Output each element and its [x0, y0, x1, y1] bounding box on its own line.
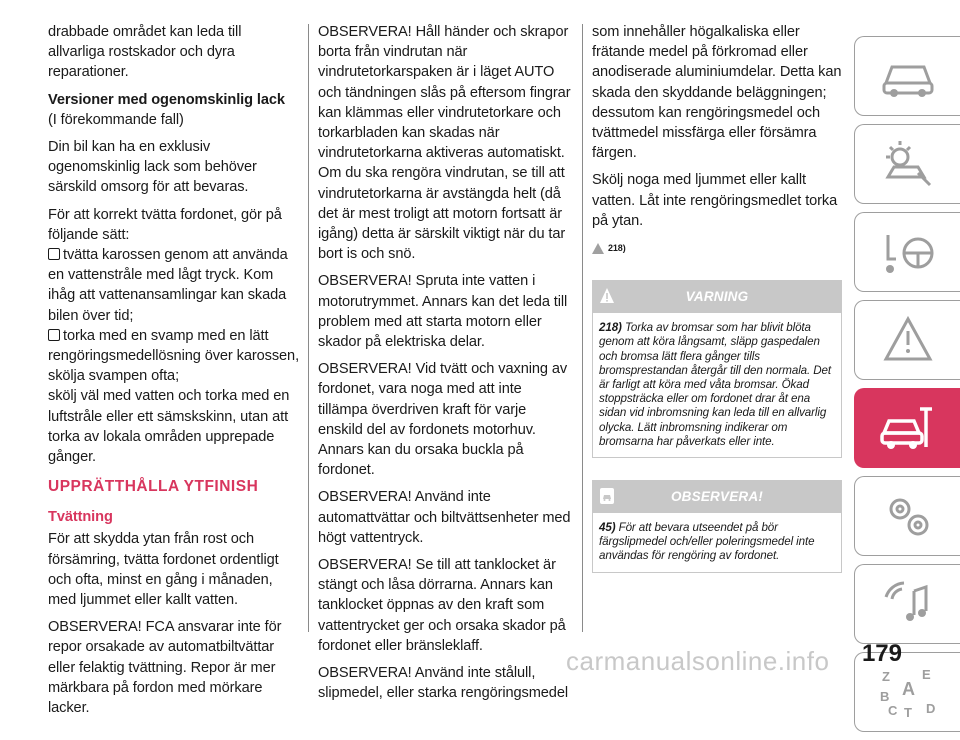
index-letter: D — [925, 701, 935, 716]
subsection-title: Tvättning — [48, 509, 113, 526]
column-right — [592, 22, 842, 595]
paragraph: Skölj noga med ljummet eller kallt vatten. Låt inte rengöringsmedlet torka på ytan. — [592, 172, 838, 229]
paragraph: För att korrekt tvätta fordonet, gör på följande sätt: — [48, 206, 282, 243]
tab-multimedia[interactable] — [854, 564, 960, 644]
index-letter: B — [879, 689, 889, 704]
warning-reference: 218) — [592, 238, 842, 258]
chapter-tabs — [854, 36, 960, 740]
page-number: 179 — [861, 640, 902, 667]
paragraph: För att skydda ytan från rost och försämring, tvätta fordonet ordentligt och ofta, minst en gång i månaden, med ljummet eller kallt vatten. — [48, 531, 279, 609]
road-warning-icon — [878, 313, 938, 367]
warning-box-header — [593, 281, 841, 313]
paragraph: OBSERVERA! Håll händer och skrapor borta från vindrutan när vindrutetorkarspaken är i läget AUTO och tändningen slås på eftersom fingrar kan klämmas eller vindrutetorkare och torkarbladen kan skadas när vindrutetorkarna aktiveras automatiskt. Om du ska rengöra vindrutan, se till att vindrutetorkarna är avstängda helt (då det är mest troligt att motorn fortsatt är igång) detta är särskilt viktigt när du tar bort is och snö. — [318, 24, 571, 263]
tab-warning-lights[interactable] — [854, 124, 960, 204]
index-letter: T — [903, 705, 912, 719]
note-title: OBSERVERA! — [670, 488, 763, 504]
warning-triangle-icon — [599, 287, 615, 305]
tab-emergency[interactable] — [854, 300, 960, 380]
checkbox-bullet-icon — [48, 329, 60, 341]
media-icon — [878, 577, 938, 631]
subheading-note: (I förekommande fall) — [48, 111, 184, 128]
car-caution-icon — [599, 487, 615, 505]
paragraph: OBSERVERA! Spruta inte vatten i motorutrymmet. Annars kan det leda till problem med att starta motorn eller skador på elektriska delar. — [318, 273, 568, 351]
index-letter: E — [921, 667, 931, 682]
paragraph: OBSERVERA! Vid tvätt och vaxning av fordonet, vara noga med att inte tillämpa överdriven kraft för varje enskild del av fordonets motorhuv. Annars kan du orsaka buckla på fordonet. — [318, 361, 568, 479]
note-box-header — [593, 481, 841, 513]
gears-icon — [878, 489, 938, 543]
tab-safety[interactable] — [854, 212, 960, 292]
index-letter: Z — [881, 669, 890, 684]
paragraph: Din bil kan ha en exklusiv ogenomskinlig lack som behöver särskild omsorg för att bevaras. — [48, 139, 257, 196]
section-title: UPPRÄTTHÅLLA YTFINISH — [48, 478, 259, 496]
column-middle — [318, 22, 572, 711]
tab-technical-data[interactable] — [854, 476, 960, 556]
warning-lights-icon — [878, 137, 938, 191]
paragraph: OBSERVERA! Använd inte automattvättar och biltvättsenheter med högt vattentryck. — [318, 489, 571, 546]
paragraph: drabbade området kan leda till allvarliga rostskador och dyra reparationer. — [48, 24, 242, 81]
watermark: carmanualsonline.info — [566, 646, 830, 676]
note-text: 45) För att bevara utseendet på bör färgslipmedel och/eller poleringsmedel inte användas för rengöring av fordonet. — [599, 521, 815, 563]
warning-box — [592, 280, 842, 458]
list-item: torka med en svamp med en lätt rengöringsmedellösning över karossen, skölja svampen ofta; — [48, 327, 300, 385]
warning-text: 218) Torka av bromsar som har blivit blöta genom att köra långsamt, släpp gaspedalen och bromsa lätt flera gånger tills bromsprestandan återgår till den normala. Det är farligt att köra med våta bromsar. Ökad stoppsträcka eller om fordonet drar åt ena sidan vid inbromsning kan leda till en allvarlig olycka. Lätt inbromsning indikerar om bromsarna har påverkats eller inte. — [599, 321, 832, 448]
column-divider — [582, 24, 583, 632]
warning-triangle-icon — [592, 243, 604, 254]
column-divider — [308, 24, 309, 632]
car-dashboard-icon — [878, 49, 938, 103]
car-wrench-icon — [878, 401, 938, 455]
list-item: skölj väl med vatten och torka med en luftstråle eller ett sämskskinn, utan att torka av lokala områden upprepade gånger. — [48, 388, 290, 466]
list-item: tvätta karossen genom att använda en vattenstråle med lågt tryck. Kom ihåg att vattenansamlingar kan skada bilen över tid; — [48, 247, 288, 324]
index-letter: A — [901, 679, 915, 699]
tab-dashboard[interactable] — [854, 36, 960, 116]
paragraph: som innehåller högalkaliska eller frätande medel på förkromad eller anodiserade aluminiumdelar. Detta kan skada den skyddande beläggningen; dessutom kan rengöringsmedel och tvättmedel missfärga eller försämra färgen. — [592, 24, 842, 162]
checkbox-bullet-icon — [48, 248, 60, 260]
warning-title: VARNING — [685, 289, 749, 305]
subheading: Versioner med ogenomskinlig lack — [48, 91, 285, 108]
key-seat-steering-icon — [878, 225, 938, 279]
column-left — [48, 22, 300, 725]
note-box — [592, 480, 842, 573]
tab-maintenance[interactable] — [854, 388, 960, 468]
index-letter: C — [887, 703, 897, 718]
paragraph: OBSERVERA! FCA ansvarar inte för repor orsakade av automatbiltvättar eller felaktig tvättning. Repor är mer märkbara på fordon med mörkare lacker. — [48, 619, 282, 717]
paragraph: OBSERVERA! Se till att tanklocket är stängt och låsa dörrarna. Annars kan tanklocket öppnas av den kraft som vattentrycket ger och orsaka skador på fordonet eller bränsleklaff. — [318, 557, 566, 654]
index-letters-icon — [878, 665, 938, 719]
paragraph: OBSERVERA! Använd inte stålull, slipmedel, eller starka rengöringsmedel — [318, 665, 568, 702]
